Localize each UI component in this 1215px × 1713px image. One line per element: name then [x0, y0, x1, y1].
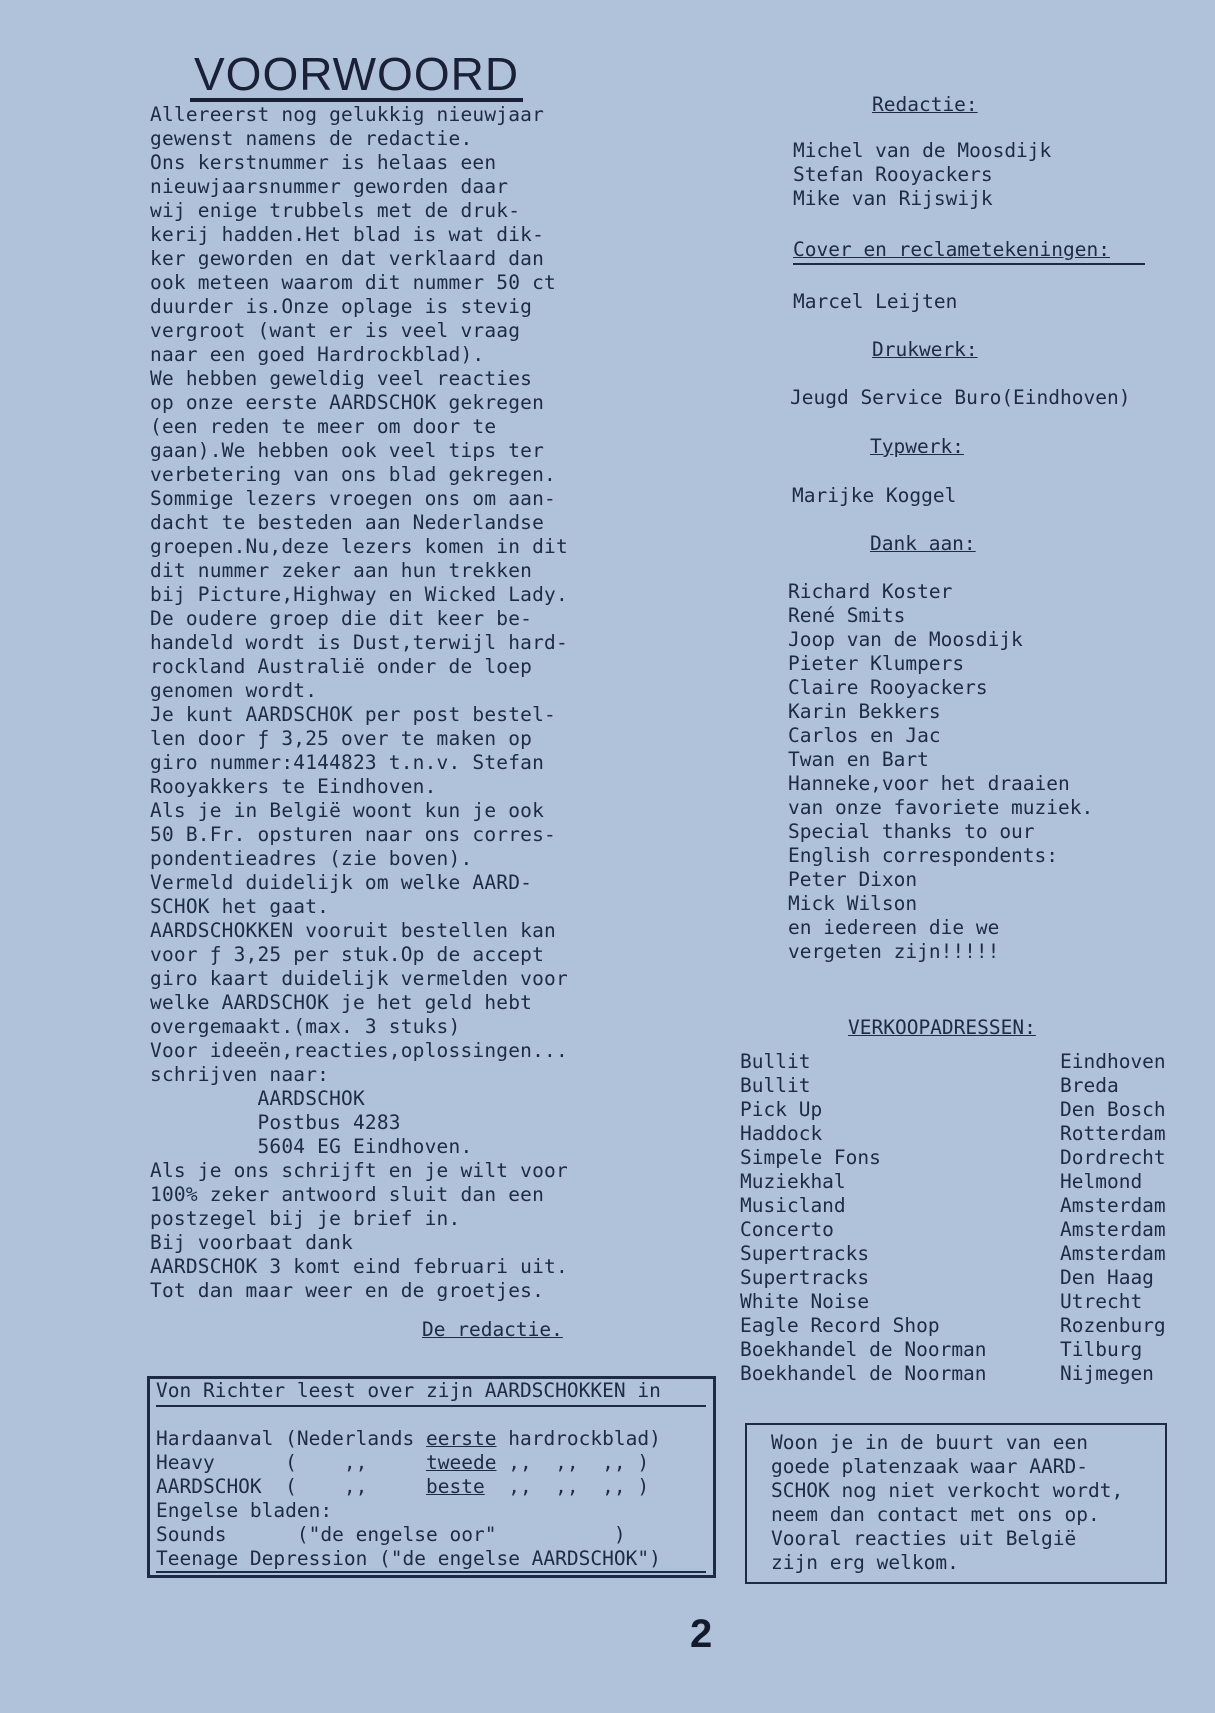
redactie-member: Michel van de Moosdijk	[793, 139, 1052, 162]
dank-line: Joop van de Moosdijk	[788, 628, 1023, 651]
dank-line: van onze favoriete muziek.	[788, 796, 1094, 819]
redactie-member: Stefan Rooyackers	[793, 163, 993, 186]
verkoop-row	[740, 1074, 1190, 1098]
verkoop-shop: Pick Up	[740, 1098, 823, 1121]
foreword-line: Voor ideeën,reacties,oplossingen...	[150, 1039, 568, 1062]
verkoop-city: Den Haag	[1060, 1266, 1154, 1289]
belgie-line: goede platenzaak waar AARD-	[771, 1455, 1088, 1478]
foreword-line: len door ƒ 3,25 over te maken op	[150, 727, 533, 750]
foreword-line: nieuwjaarsnummer geworden daar	[150, 175, 509, 198]
verkoop-city: Helmond	[1060, 1170, 1143, 1193]
cover-heading-rule	[793, 263, 1145, 265]
dank-line: Karin Bekkers	[788, 700, 941, 723]
verkoop-shop: Concerto	[740, 1218, 834, 1241]
dank-line: Claire Rooyackers	[788, 676, 988, 699]
verkoop-shop: White Noise	[740, 1290, 870, 1313]
foreword-line: verbetering van ons blad gekregen.	[150, 463, 556, 486]
verkoop-shop: Supertracks	[740, 1266, 870, 1289]
foreword-line: genomen wordt.	[150, 679, 318, 702]
verkoop-heading: VERKOOPADRESSEN:	[848, 1016, 1036, 1039]
foreword-line: 100% zeker antwoord sluit dan een	[150, 1183, 545, 1206]
foreword-line: Postbus 4283	[150, 1111, 401, 1134]
dank-line: Twan en Bart	[788, 748, 929, 771]
richter-line-1	[156, 1427, 661, 1451]
richter-line-2	[156, 1451, 649, 1475]
belgie-line: zijn erg welkom.	[771, 1551, 959, 1574]
verkoop-row	[740, 1122, 1190, 1146]
richter-line-1-b: hardrockblad)	[496, 1427, 661, 1450]
dank-line: Peter Dixon	[788, 868, 918, 891]
dank-line: Special thanks to our	[788, 820, 1035, 843]
foreword-line: ook meteen waarom dit nummer 50 ct	[150, 271, 556, 294]
verkoop-row	[740, 1314, 1190, 1338]
richter-line-1-a: Hardaanval (Nederlands	[156, 1427, 427, 1450]
foreword-line: handeld wordt is Dust,terwijl hard-	[150, 631, 568, 654]
foreword-line: rockland Australië onder de loep	[150, 655, 533, 678]
verkoop-row	[740, 1242, 1190, 1266]
drukwerk-heading: Drukwerk:	[872, 338, 978, 361]
verkoop-city: Amsterdam	[1060, 1218, 1166, 1241]
foreword-line: Sommige lezers vroegen ons om aan-	[150, 487, 556, 510]
verkoop-row	[740, 1146, 1190, 1170]
cover-artist: Marcel Leijten	[793, 290, 958, 313]
foreword-line: dit nummer zeker aan hun trekken	[150, 559, 533, 582]
verkoop-city: Amsterdam	[1060, 1194, 1166, 1217]
dank-line: Hanneke,voor het draaien	[788, 772, 1070, 795]
verkoop-city: Eindhoven	[1060, 1050, 1166, 1073]
verkoop-city: Dordrecht	[1060, 1146, 1166, 1169]
verkoop-table	[740, 1050, 1190, 1386]
verkoop-city: Den Bosch	[1060, 1098, 1166, 1121]
foreword-line: AARDSCHOK 3 komt eind februari uit.	[150, 1255, 568, 1278]
dank-line: Pieter Klumpers	[788, 652, 965, 675]
dank-line: Mick Wilson	[788, 892, 918, 915]
foreword-line: Tot dan maar weer en de groetjes.	[150, 1279, 545, 1302]
richter-line-2-emph: tweede	[426, 1451, 497, 1474]
verkoop-shop: Eagle Record Shop	[740, 1314, 940, 1337]
foreword-line: welke AARDSCHOK je het geld hebt	[150, 991, 533, 1014]
typwerk-heading: Typwerk:	[870, 435, 964, 458]
belgie-line: Vooral reacties uit België	[771, 1527, 1077, 1550]
richter-line-1-emph: eerste	[426, 1427, 497, 1450]
foreword-line: voor ƒ 3,25 per stuk.Op de accept	[150, 943, 545, 966]
belgie-box	[745, 1423, 1167, 1584]
foreword-line: AARDSCHOKKEN vooruit bestellen kan	[150, 919, 556, 942]
dank-line: Richard Koster	[788, 580, 953, 603]
typwerk-name: Marijke Koggel	[792, 484, 957, 507]
foreword-line: giro nummer:4144823 t.n.v. Stefan	[150, 751, 545, 774]
foreword-line: wij enige trubbels met de druk-	[150, 199, 521, 222]
belgie-line: Woon je in de buurt van een	[771, 1431, 1088, 1454]
foreword-line: Als je ons schrijft en je wilt voor	[150, 1159, 568, 1182]
verkoop-shop: Supertracks	[740, 1242, 870, 1265]
foreword-line: vergroot (want er is veel vraag	[150, 319, 521, 342]
foreword-line: (een reden te meer om door te	[150, 415, 497, 438]
foreword-line: ker geworden en dat verklaard dan	[150, 247, 545, 270]
richter-line-2-b: ,, ,, ,, )	[496, 1451, 650, 1474]
foreword-signature: De redactie.	[422, 1318, 563, 1341]
dank-line: en iedereen die we	[788, 916, 1000, 939]
richter-line-3	[156, 1475, 649, 1499]
foreword-line: pondentieadres (zie boven).	[150, 847, 473, 870]
foreword-line: giro kaart duidelijk vermelden voor	[150, 967, 568, 990]
verkoop-shop: Haddock	[740, 1122, 823, 1145]
foreword-line: AARDSCHOK	[150, 1087, 365, 1110]
verkoop-shop: Bullit	[740, 1074, 811, 1097]
verkoop-shop: Boekhandel de Noorman	[740, 1338, 987, 1361]
verkoop-row	[740, 1050, 1190, 1074]
foreword-line: We hebben geweldig veel reacties	[150, 367, 533, 390]
richter-line-4: Engelse bladen:	[156, 1499, 333, 1522]
page-number: 2	[690, 1612, 713, 1656]
drukwerk-name: Jeugd Service Buro(Eindhoven)	[790, 386, 1131, 409]
foreword-line: Bij voorbaat dank	[150, 1231, 353, 1254]
foreword-line: Allereerst nog gelukkig nieuwjaar	[150, 103, 545, 126]
foreword-line: groepen.Nu,deze lezers komen in dit	[150, 535, 568, 558]
richter-line-6: Teenage Depression ("de engelse AARDSCHOK")	[156, 1547, 706, 1573]
foreword-line: dacht te besteden aan Nederlandse	[150, 511, 545, 534]
foreword-line: 5604 EG Eindhoven.	[150, 1135, 473, 1158]
verkoop-city: Amsterdam	[1060, 1242, 1166, 1265]
foreword-line: SCHOK het gaat.	[150, 895, 330, 918]
foreword-line: overgemaakt.(max. 3 stuks)	[150, 1015, 461, 1038]
verkoop-row	[740, 1266, 1190, 1290]
redactie-list	[793, 139, 1051, 211]
foreword-line: schrijven naar:	[150, 1063, 330, 1086]
verkoop-city: Breda	[1060, 1074, 1119, 1097]
verkoop-row	[740, 1218, 1190, 1242]
richter-box-header: Von Richter leest over zijn AARDSCHOKKEN in	[156, 1379, 706, 1407]
foreword-line: Als je in België woont kun je ook	[150, 799, 545, 822]
richter-line-5: Sounds ("de engelse oor" )	[156, 1523, 626, 1546]
foreword-line: Rooyakkers te Eindhoven.	[150, 775, 437, 798]
belgie-text	[771, 1431, 1123, 1575]
richter-line-3-b: ,, ,, ,, )	[484, 1475, 650, 1498]
foreword-line: Vermeld duidelijk om welke AARD-	[150, 871, 533, 894]
verkoop-shop: Simpele Fons	[740, 1146, 881, 1169]
redactie-heading: Redactie:	[872, 93, 978, 116]
verkoop-row	[740, 1194, 1190, 1218]
verkoop-row	[740, 1098, 1190, 1122]
verkoop-shop: Bullit	[740, 1050, 811, 1073]
foreword-line: 50 B.Fr. opsturen naar ons corres-	[150, 823, 556, 846]
verkoop-city: Utrecht	[1060, 1290, 1143, 1313]
verkoop-row	[740, 1170, 1190, 1194]
foreword-text	[150, 103, 568, 1303]
richter-line-2-a: Heavy ( ,,	[156, 1451, 427, 1474]
verkoop-shop: Muziekhal	[740, 1170, 846, 1193]
richter-box	[147, 1376, 716, 1578]
foreword-line: naar een goed Hardrockblad).	[150, 343, 485, 366]
foreword-line: gewenst namens de redactie.	[150, 127, 473, 150]
redactie-member: Mike van Rijswijk	[793, 187, 993, 210]
belgie-line: neem dan contact met ons op.	[771, 1503, 1100, 1526]
foreword-line: Je kunt AARDSCHOK per post bestel-	[150, 703, 556, 726]
verkoop-row	[740, 1338, 1190, 1362]
dank-line: vergeten zijn!!!!!	[788, 940, 1000, 963]
foreword-line: op onze eerste AARDSCHOK gekregen	[150, 391, 545, 414]
verkoop-city: Nijmegen	[1060, 1362, 1154, 1385]
belgie-line: SCHOK nog niet verkocht wordt,	[771, 1479, 1124, 1502]
dank-line: Carlos en Jac	[788, 724, 941, 747]
foreword-line: duurder is.Onze oplage is stevig	[150, 295, 533, 318]
richter-line-3-emph: beste	[426, 1475, 485, 1498]
verkoop-row	[740, 1362, 1190, 1386]
dank-line: René Smits	[788, 604, 906, 627]
richter-line-3-a: AARDSCHOK ( ,,	[156, 1475, 427, 1498]
foreword-line: Ons kerstnummer is helaas een	[150, 151, 497, 174]
verkoop-city: Rozenburg	[1060, 1314, 1166, 1337]
dank-list	[788, 580, 1093, 964]
foreword-line: gaan).We hebben ook veel tips ter	[150, 439, 545, 462]
dank-heading: Dank aan:	[870, 532, 976, 555]
foreword-line: postzegel bij je brief in.	[150, 1207, 461, 1230]
foreword-line: De oudere groep die dit keer be-	[150, 607, 533, 630]
foreword-line: bij Picture,Highway en Wicked Lady.	[150, 583, 568, 606]
cover-heading: Cover en reclametekeningen:	[793, 238, 1110, 261]
verkoop-shop: Musicland	[740, 1194, 846, 1217]
verkoop-city: Rotterdam	[1060, 1122, 1166, 1145]
verkoop-shop: Boekhandel de Noorman	[740, 1362, 987, 1385]
page-title: VOORWOORD	[190, 50, 523, 102]
verkoop-row	[740, 1290, 1190, 1314]
verkoop-city: Tilburg	[1060, 1338, 1143, 1361]
dank-line: English correspondents:	[788, 844, 1059, 867]
foreword-line: kerij hadden.Het blad is wat dik-	[150, 223, 545, 246]
